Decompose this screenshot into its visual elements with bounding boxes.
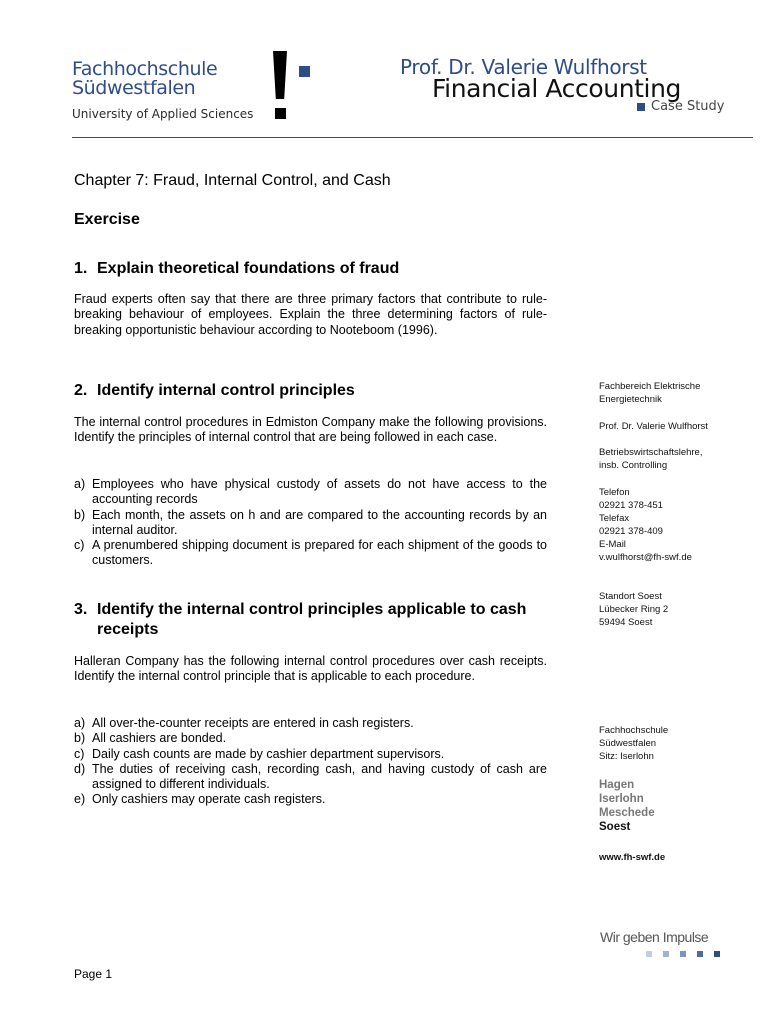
location-soest: Soest bbox=[599, 821, 631, 833]
professor-name: Prof. Dr. Valerie Wulfhorst bbox=[400, 55, 647, 79]
section-number: 3. bbox=[74, 601, 88, 618]
section-3-heading bbox=[74, 600, 547, 640]
list-item-text: A prenumbered shipping document is prepared for each shipment of the goods to customers. bbox=[92, 538, 547, 568]
list-item bbox=[74, 538, 547, 569]
section-2-list bbox=[74, 477, 547, 569]
email-address: v.wulfhorst@fh-swf.de bbox=[599, 552, 692, 563]
section-heading-text: Identify the internal control principles applicable to cash receipts bbox=[97, 601, 527, 638]
list-item-text: Daily cash counts are made by cashier department supervisors. bbox=[92, 746, 445, 761]
list-item bbox=[74, 477, 547, 508]
sidebar-subject bbox=[599, 446, 749, 472]
site-label: Standort Soest bbox=[599, 591, 662, 602]
section-1-heading bbox=[74, 259, 547, 279]
list-item bbox=[74, 762, 547, 793]
list-item-text: All cashiers are bonded. bbox=[92, 731, 227, 746]
location-iserlohn: Iserlohn bbox=[599, 793, 644, 805]
case-study-label: Case Study bbox=[651, 99, 725, 114]
phone-number: 02921 378-451 bbox=[599, 500, 663, 511]
location-meschede: Meschede bbox=[599, 807, 655, 819]
sidebar-institution bbox=[599, 724, 749, 763]
subject-line1: Betriebswirtschaftslehre, bbox=[599, 447, 703, 458]
section-heading-text: Identify internal control principles bbox=[97, 382, 355, 399]
institution-line2: Südwestfalen bbox=[599, 738, 657, 749]
list-item-text: The duties of receiving cash, recording cash, and having custody of cash are assigned to different individuals. bbox=[92, 761, 547, 792]
slogan-dot-icon bbox=[714, 951, 720, 957]
section-number: 1. bbox=[74, 260, 88, 277]
institution-line1: Fachhochschule bbox=[599, 725, 669, 736]
list-item-text: Each month, the assets on h and are compared to the accounting records by an internal auditor. bbox=[92, 507, 547, 537]
list-marker: b) bbox=[74, 731, 86, 746]
sidebar-website: www.fh-swf.de bbox=[599, 852, 666, 863]
sidebar-address bbox=[599, 590, 749, 629]
list-item bbox=[74, 747, 547, 762]
location-hagen: Hagen bbox=[599, 779, 635, 791]
list-marker: c) bbox=[74, 746, 85, 761]
slogan-dot-icon bbox=[697, 951, 703, 957]
section-3-list bbox=[74, 716, 547, 808]
department-line2: Energietechnik bbox=[599, 394, 662, 405]
fax-number: 02921 378-409 bbox=[599, 526, 663, 537]
subject-line2: insb. Controlling bbox=[599, 460, 668, 471]
list-marker: c) bbox=[74, 538, 85, 553]
institution-seat: Sitz: Iserlohn bbox=[599, 751, 654, 762]
section-2-heading bbox=[74, 381, 547, 401]
list-item bbox=[74, 716, 547, 731]
chapter-title: Chapter 7: Fraud, Internal Control, and Cash bbox=[74, 172, 391, 189]
section-heading-text: Explain theoretical foundations of fraud bbox=[97, 260, 400, 277]
street-address: Lübecker Ring 2 bbox=[599, 604, 669, 615]
section-3-paragraph: Halleran Company has the following internal control procedures over cash receipts. Identify the internal control principle that is applicable to each procedure. bbox=[74, 654, 547, 684]
list-marker: b) bbox=[74, 507, 86, 522]
sidebar-contact bbox=[599, 486, 749, 564]
list-item bbox=[74, 731, 547, 746]
section-1-paragraph: Fraud experts often say that there are three primary factors that contribute to rule-breaking behaviour of employees. Explain the three determining factors of rule-breaking opportunistic behaviour according to Nooteboom (1996). bbox=[74, 292, 547, 337]
slogan-dot-icon bbox=[646, 951, 652, 957]
page-number: Page 1 bbox=[74, 967, 113, 981]
list-item bbox=[74, 508, 547, 539]
logo-text-line1: Fachhochschule bbox=[72, 58, 218, 80]
case-study-square-icon bbox=[637, 103, 645, 111]
list-marker: e) bbox=[74, 792, 86, 807]
phone-label: Telefon bbox=[599, 487, 630, 498]
list-marker: a) bbox=[74, 716, 86, 730]
list-item-text: Only cashiers may operate cash registers. bbox=[92, 792, 326, 807]
slogan-dot-icon bbox=[663, 951, 669, 957]
list-item bbox=[74, 792, 547, 807]
slogan: Wir geben Impulse bbox=[600, 929, 709, 945]
email-label: E-Mail bbox=[599, 539, 626, 550]
sidebar-locations bbox=[599, 778, 749, 834]
sidebar-department bbox=[599, 380, 749, 406]
list-item-text: All over-the-counter receipts are entered in cash registers. bbox=[92, 716, 414, 730]
list-marker: a) bbox=[74, 477, 86, 491]
fax-label: Telefax bbox=[599, 513, 630, 524]
exercise-title: Exercise bbox=[74, 211, 140, 228]
logo-exclamation-bar bbox=[273, 51, 287, 99]
logo-subtitle: University of Applied Sciences bbox=[72, 107, 254, 121]
city-address: 59494 Soest bbox=[599, 617, 653, 628]
list-marker: d) bbox=[74, 761, 86, 776]
logo-text-line2: Südwestfalen bbox=[72, 77, 196, 99]
section-2-paragraph: The internal control procedures in Edmiston Company make the following provisions. Identify the principles of internal control that are being followed in each case. bbox=[74, 415, 547, 445]
section-number: 2. bbox=[74, 382, 88, 399]
slogan-dot-icon bbox=[680, 951, 686, 957]
list-item-text: Employees who have physical custody of assets do not have access to the accounting records bbox=[92, 477, 547, 507]
sidebar-professor: Prof. Dr. Valerie Wulfhorst bbox=[599, 421, 708, 432]
logo-square-icon bbox=[299, 66, 310, 77]
course-title: Financial Accounting bbox=[432, 74, 682, 103]
header-divider bbox=[72, 137, 753, 138]
logo-exclamation-dot bbox=[275, 108, 286, 119]
department-line1: Fachbereich Elektrische bbox=[599, 381, 701, 392]
